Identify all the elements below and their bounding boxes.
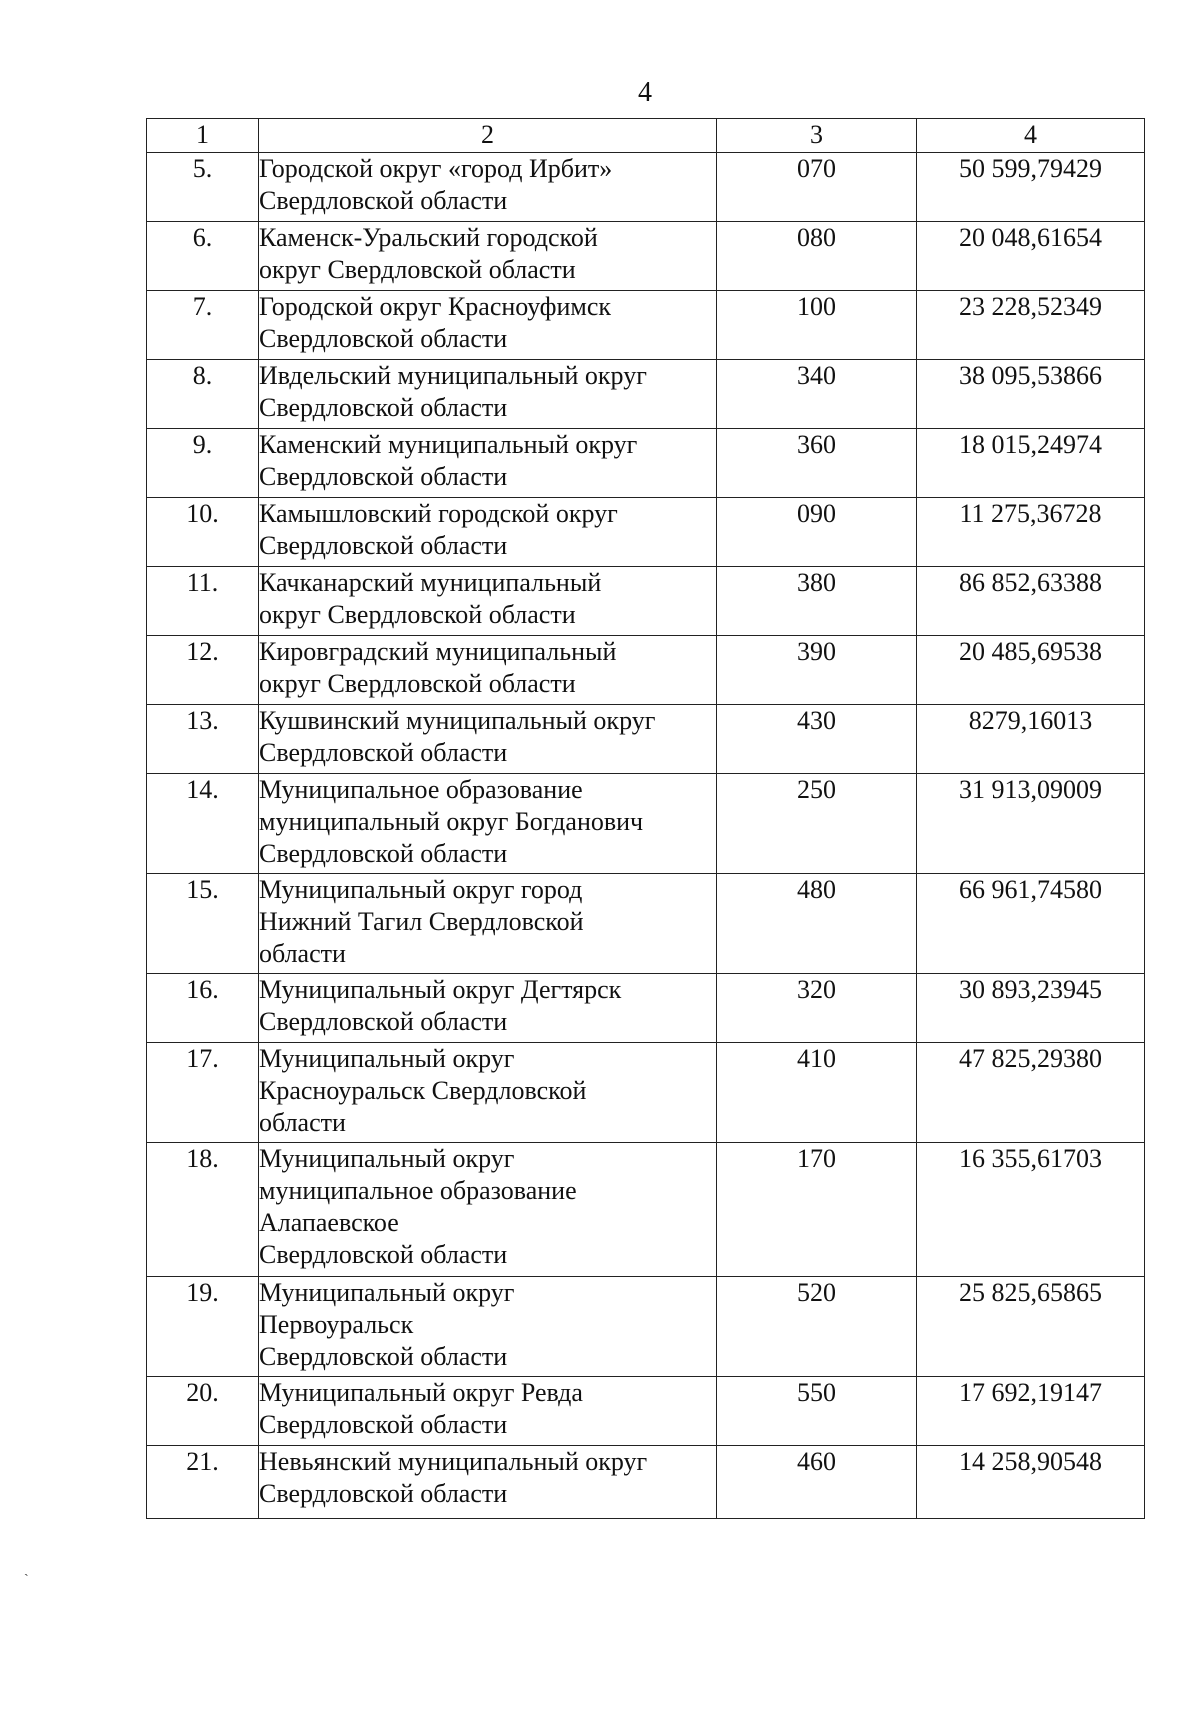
municipality-name-line: Свердловской области bbox=[259, 393, 508, 422]
header-row bbox=[147, 119, 1145, 153]
municipality-name bbox=[259, 1377, 717, 1446]
row-number: 9. bbox=[147, 429, 259, 498]
municipality-code: 170 bbox=[717, 1143, 917, 1277]
municipality-name-line: муниципальное образование bbox=[259, 1176, 577, 1205]
amount-value: 25 825,65865 bbox=[917, 1277, 1145, 1377]
municipal-table bbox=[146, 118, 1145, 1519]
municipality-name bbox=[259, 291, 717, 360]
table-row bbox=[147, 636, 1145, 705]
row-number: 16. bbox=[147, 974, 259, 1043]
row-number: 19. bbox=[147, 1277, 259, 1377]
amount-value: 30 893,23945 bbox=[917, 974, 1145, 1043]
municipality-name bbox=[259, 153, 717, 222]
table-row bbox=[147, 1446, 1145, 1519]
amount-value: 31 913,09009 bbox=[917, 774, 1145, 874]
row-number: 11. bbox=[147, 567, 259, 636]
header-col-3: 3 bbox=[717, 119, 917, 153]
municipality-name-line: Свердловской области bbox=[259, 186, 508, 215]
header-col-1: 1 bbox=[147, 119, 259, 153]
table-row bbox=[147, 1143, 1145, 1277]
municipality-name bbox=[259, 705, 717, 774]
municipality-code: 480 bbox=[717, 874, 917, 974]
municipality-name-line: Свердловской области bbox=[259, 324, 508, 353]
municipality-code: 250 bbox=[717, 774, 917, 874]
row-number: 14. bbox=[147, 774, 259, 874]
scan-mark: ˏ bbox=[24, 1562, 29, 1577]
municipality-name-line: Качканарский муниципальный bbox=[259, 568, 602, 597]
amount-value: 38 095,53866 bbox=[917, 360, 1145, 429]
row-number: 15. bbox=[147, 874, 259, 974]
table-row bbox=[147, 1043, 1145, 1143]
municipality-code: 390 bbox=[717, 636, 917, 705]
municipality-code: 520 bbox=[717, 1277, 917, 1377]
municipality-name bbox=[259, 1446, 717, 1519]
amount-value: 14 258,90548 bbox=[917, 1446, 1145, 1519]
amount-value: 86 852,63388 bbox=[917, 567, 1145, 636]
municipality-name-line: Невьянский муниципальный округ bbox=[259, 1447, 648, 1476]
table-row bbox=[147, 1277, 1145, 1377]
municipality-name-line: Ивдельский муниципальный округ bbox=[259, 361, 647, 390]
header-col-4: 4 bbox=[917, 119, 1145, 153]
municipality-name-line: Камышловский городской округ bbox=[259, 499, 618, 528]
municipality-name-line: Свердловской области bbox=[259, 839, 508, 868]
table-row bbox=[147, 222, 1145, 291]
amount-value: 16 355,61703 bbox=[917, 1143, 1145, 1277]
municipality-code: 100 bbox=[717, 291, 917, 360]
municipality-code: 070 bbox=[717, 153, 917, 222]
municipality-name-line: Муниципальный округ bbox=[259, 1144, 515, 1173]
amount-value: 18 015,24974 bbox=[917, 429, 1145, 498]
municipality-name-line: Свердловской области bbox=[259, 738, 508, 767]
municipality-code: 340 bbox=[717, 360, 917, 429]
municipality-name-line: Каменский муниципальный округ bbox=[259, 430, 638, 459]
municipality-name-line: Муниципальный округ Ревда bbox=[259, 1378, 583, 1407]
row-number: 7. bbox=[147, 291, 259, 360]
amount-value: 20 485,69538 bbox=[917, 636, 1145, 705]
municipality-name-line: Красноуральск Свердловской bbox=[259, 1076, 587, 1105]
municipality-code: 080 bbox=[717, 222, 917, 291]
municipality-name-line: Нижний Тагил Свердловской bbox=[259, 907, 584, 936]
municipality-name-line: Кировградский муниципальный bbox=[259, 637, 617, 666]
row-number: 8. bbox=[147, 360, 259, 429]
municipality-name-line: Муниципальный округ bbox=[259, 1278, 515, 1307]
table-row bbox=[147, 705, 1145, 774]
municipality-name-line: Каменск-Уральский городской bbox=[259, 223, 598, 252]
municipality-name-line: области bbox=[259, 939, 346, 968]
row-number: 21. bbox=[147, 1446, 259, 1519]
amount-value: 11 275,36728 bbox=[917, 498, 1145, 567]
municipality-name-line: округ Свердловской области bbox=[259, 600, 576, 629]
table-row bbox=[147, 874, 1145, 974]
table-row bbox=[147, 774, 1145, 874]
municipality-name-line: Свердловской области bbox=[259, 1479, 508, 1508]
municipality-name-line: Первоуральск bbox=[259, 1310, 414, 1339]
row-number: 20. bbox=[147, 1377, 259, 1446]
table-header bbox=[147, 119, 1145, 153]
municipality-name bbox=[259, 1043, 717, 1143]
table-row bbox=[147, 360, 1145, 429]
municipality-name-line: Алапаевское bbox=[259, 1208, 399, 1237]
municipality-code: 410 bbox=[717, 1043, 917, 1143]
municipality-name bbox=[259, 974, 717, 1043]
municipality-name bbox=[259, 429, 717, 498]
municipality-name-line: Свердловской области bbox=[259, 1240, 508, 1269]
header-col-2: 2 bbox=[259, 119, 717, 153]
municipality-name-line: муниципальный округ Богданович bbox=[259, 807, 644, 836]
amount-value: 50 599,79429 bbox=[917, 153, 1145, 222]
amount-value: 8279,16013 bbox=[917, 705, 1145, 774]
municipality-name-line: Свердловской области bbox=[259, 1007, 508, 1036]
amount-value: 47 825,29380 bbox=[917, 1043, 1145, 1143]
municipality-name-line: Свердловской области bbox=[259, 1342, 508, 1371]
page-number: 4 bbox=[638, 77, 652, 108]
municipality-name-line: Кушвинский муниципальный округ bbox=[259, 706, 656, 735]
table-row bbox=[147, 291, 1145, 360]
municipality-code: 380 bbox=[717, 567, 917, 636]
municipality-name-line: Свердловской области bbox=[259, 462, 508, 491]
municipality-code: 360 bbox=[717, 429, 917, 498]
municipality-name-line: Городской округ Красноуфимск bbox=[259, 292, 612, 321]
municipality-name-line: Муниципальный округ bbox=[259, 1044, 515, 1073]
table-row bbox=[147, 153, 1145, 222]
table-row bbox=[147, 429, 1145, 498]
row-number: 17. bbox=[147, 1043, 259, 1143]
municipality-name-line: Городской округ «город Ирбит» bbox=[259, 154, 613, 183]
municipality-name-line: Муниципальное образование bbox=[259, 775, 583, 804]
municipality-code: 550 bbox=[717, 1377, 917, 1446]
municipality-name bbox=[259, 774, 717, 874]
table-row bbox=[147, 567, 1145, 636]
municipality-name-line: Свердловской области bbox=[259, 1410, 508, 1439]
table-row bbox=[147, 974, 1145, 1043]
table-row bbox=[147, 1377, 1145, 1446]
table-body bbox=[147, 153, 1145, 1519]
municipality-name bbox=[259, 360, 717, 429]
municipality-name bbox=[259, 222, 717, 291]
row-number: 10. bbox=[147, 498, 259, 567]
municipality-name-line: Свердловской области bbox=[259, 531, 508, 560]
municipality-name bbox=[259, 874, 717, 974]
amount-value: 23 228,52349 bbox=[917, 291, 1145, 360]
amount-value: 66 961,74580 bbox=[917, 874, 1145, 974]
municipality-name-line: Муниципальный округ город bbox=[259, 875, 583, 904]
row-number: 12. bbox=[147, 636, 259, 705]
row-number: 6. bbox=[147, 222, 259, 291]
municipality-name bbox=[259, 636, 717, 705]
amount-value: 20 048,61654 bbox=[917, 222, 1145, 291]
municipality-name bbox=[259, 1143, 717, 1277]
municipality-name bbox=[259, 1277, 717, 1377]
municipality-name bbox=[259, 567, 717, 636]
row-number: 5. bbox=[147, 153, 259, 222]
municipality-code: 460 bbox=[717, 1446, 917, 1519]
municipality-code: 320 bbox=[717, 974, 917, 1043]
row-number: 18. bbox=[147, 1143, 259, 1277]
municipality-name-line: области bbox=[259, 1108, 346, 1137]
municipality-name-line: округ Свердловской области bbox=[259, 669, 576, 698]
municipality-code: 090 bbox=[717, 498, 917, 567]
table-row bbox=[147, 498, 1145, 567]
row-number: 13. bbox=[147, 705, 259, 774]
municipality-code: 430 bbox=[717, 705, 917, 774]
municipality-name-line: Муниципальный округ Дегтярск bbox=[259, 975, 622, 1004]
municipality-name bbox=[259, 498, 717, 567]
municipality-name-line: округ Свердловской области bbox=[259, 255, 576, 284]
amount-value: 17 692,19147 bbox=[917, 1377, 1145, 1446]
